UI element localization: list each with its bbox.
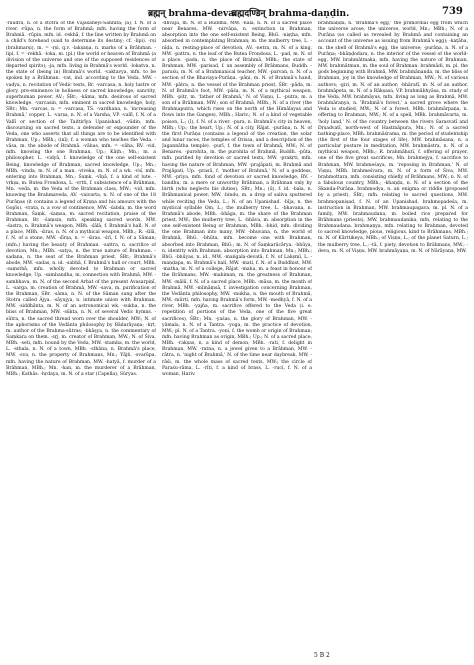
- column-2-text: -dhvaja, m. N. of a Buddha, MW. -nāla, n. N. of a sacred place near Benares, MW. -nirvāṇa, n. extinction in Brahman, absorption into the one self-existent Being, BhG. -niṣṭha, mfn. absorbed in contemplating Brahman; m. the mulberry tree, L. -nīḍa, n. resting-place of devotion, AV. -netra, m. N. of a king, MW. -pattra, n. the leaf of the Butea Frondosa, L. -pad, m. N. of a place. -pada, n. the place of Brahmā, MBh.; the state of Brahman, MW. -parisad, f. an assembly of Brāhmans, Buddh. -paraśu, m. N. of a Brahmanical teacher, MW. -parvan, n. N. of a section of the Bhaviṣya-Purāṇa. -pāṇi, m. N. of Brahmā's hand, MW. -pātra, n. the vessel of the Brahman priest, ŚBr. -pāda, m. N. of Brahmā's foot, MW. -pāśa, m. N. of a mythical weapon, MBh. -pitṛ, m. 'father of Brahmā,' N. of Viṣṇu, L. -putra, m. a son of a Brāhman, MW.; son of Brahmā, MBh.; N. of a river (the Brahmaputra, which rises on the north of the Himālayas and flows into the Ganges), MBh.; Hariv.; N. of a kind of vegetable poison, L.; (ī), f. N. of a river. -pura, n. Brahmā's city in heaven, MBh.; Up.; the heart, Up.; N. of a city, Rājat. -purāṇa, n. N. of the first Purāṇa (contains a legend of the creation, the solar and lunar races, the temples of Orissa, and a description of the Jagannātha temple). -purī, f. the town of Brahmā, MW.; N. of Benares. -purohita, m. the purohita of Brahmā, Buddh. -pūta, mfn. purified by devotion or sacred texts, MW. -prakṛti, mfn. having the nature of Brahman, MW. -prajāpati, m. Brahmā and Prajāpati, Up. -prasū, f. 'mother of Brahmā,' N. of a goddess, MW. -priya, mfn. fond of devotion or sacred knowledge, RV. -bandhu, m. a mere or unworthy Brāhman, a Brāhman only by birth (who neglects his duties), ŚBr.; Mn.; (ū), f. id. -bala, n. Brāhmanical power, MW. -bindu, m. a drop of saliva sputtered while reciting the Veda, L.; N. of an Upanishad. -bīja, n. the mystical syllable Om, L.; the mulberry tree, L. -bhavana, n. Brahmā's abode, MBh. -bhāga, m. the share of the Brahman priest, MW.; the mulberry tree, L. -bhāva, m. absorption in the one self-existent Being or Brahman, MBh. -bhid, mfn. dividing the one Brahman into many, MW. -bhuvana, n. the world of Brahmā, BhG. -bhūta, mfn. become one with Brahman, absorbed into Brahman, BhG.; m. N. of Śaṃkarācārya. -bhūya, n. identity with Brahman, absorption into Brahman, Mn.; MBh.; BhG. -bhūyas, n. id., MW. -maṅgala-devatā, f. N. of Lakṣmī, L. -maṇḍapa, m. Brahmā's hall, MW. -mati, f. N. of a Buddhist, MW. -matha, m. N. of a college, Rājat. -maha, m. a feast in honour of the Brāhmans, MW. -mahiman, m. the greatness of Brahman, MW. -mālā, f. N. of a sacred place, MBh. -māsa, m. the month of Brahmā, MW. -mīmāṃsā, f. investigation concerning Brahman, the Vedānta philosophy, MW. -mukha, n. the mouth of Brahmā, MW. -mūrti, mfn. having Brahmā's form, MW. -medhyā, f. N. of a river, MBh. -yajña, m. sacrifice offered to the Veda (i. e. repetition of portions of the Veda, one of the five great sacrifices), ŚBr.; Mn. -yaśas, n. the glory of Brahman, MW. -yāmala, n. N. of a Tantra. -yoga, m. the practice of devotion, MW.; pl. N. of a Tantra. -yoni, f. the womb or origin of Brahman; mfn. having Brahman as origin, MBh.; Up.; N. of a sacred place, MBh. -rakṣas, n. a kind of demon, MBh. -rati, f. delight in Brahman, MW. -ratna, n. a jewel given to a Brāhman, MW. -rātra, n. 'night of Brahmā,' N. of the time near daybreak, MW. -rāśi, m. the whole mass of sacred texts, MW.; the circle of Paraśu-rāma, L. -rīti, f. a kind of brass, L. -ruci, f. N. of a woman, Hariv.: [162, 21, 312, 377]
- page-number: 739: [442, 6, 463, 17]
- column-1-text: -raudra, n. of a stotra of the Vājasaneyi-Sanhitā; (ā), f. N. of a river. -rūpa, n. the form of Brahmā; mfn. having the form of Brahmā. -rūpin, mfn. id. -rekhā, f. the line written by Brahmā on a child's forehead (said to determine its destiny; cf. -lipi). -rṣi (brahmarṣi), m. = -ṛṣi, q.v. -lakṣaṇa, n. marks of a Brāhman. -lipi, f. = -rekhā. -loka, m. (pl.) the world or heaven of Brahmā (a division of the universe and one of the supposed residences of departed spirits); -ja, mfn. living in Brahmā's world. -lokatva, n. the state of (being in) Brahmā's world. -vaktavya, mfn. to be spoken by a Brāhman. -vat, ind. according to the Veda, MW. -vadya, n. recitation of Vedic texts, Br. -varcasa, n. holy lustre or glory, pre-eminence in holiness or sacred knowledge, sanctity, superhuman power, AV.; ŚBr.; -kāma, mfn. desirous of sacred knowledge. -varcasin, mfn. eminent in sacred knowledge, holy, ŚBr.; Mn. -varcas, n. = -varcasa, TS. -vardhana, n. 'increasing Brahmā,' copper, L. -varṣa, n. N. of a Varsha, VP. -vallī, f. N. of a Vallī or section of the Taittirīya Upanishad. -vādin, mfn. discoursing on sacred texts, a defender or expounder of the Veda, one who asserts that all things are to be identified with Brahman, Up.; MBh.; (inī), f. a woman who teaches the Veda. -vāsa, m. the abode of Brahmā. -vāhas, mfn. = -vāha, RV. -vid, mfn. knowing the one Brahman, Up.; Kāṭh.; Mn.; m. a philosopher, L. -vidyā, f. knowledge of the one self-existent Being, knowledge of Brahman, sacred knowledge, Up.; Mn.; MBh. -vinda, m. N. of a man. -viveka, m. N. of a wk. -viś, mfn. entering into Brahman, Mn.; Śaṃk. -vīṇā, f. a kind of lute. -vṛkṣa, m. Butea Frondosa, L. -vṛtti, f. subsistence of a Brāhman, Mn. -veda, m. the Veda of the Brahman class, MW.; -vid, mfn. knowing the Brahmaveda, AV. -vaivarta, n. N. of one of the 18 Purāṇas (it contains a legend of Kṛṣṇa and his amours with the Gopīs). -vrata, n. a vow of continence, MW. -śabda, m. the word Brahman, Śaṃk. -śaṃsa, m. sacred recitation, praise of the Brahman, Br. -śaṃsin, mfn. speaking sacred words, MW. -śastra, n. Brahmā's weapon, MBh. -śālā, f. Brahmā's hall, N. of a place, MBh. -śiras, n. N. of a mythical weapon, MBh.; R. -śilā, f. N. of a stone, MW. -śīrṣa, n. = -śiras. -śrī, f. N. of a Sāman; (mfn.) having the beauty of Brahman. -sattra, n. sacrifice of devotion, Mn.; MBh. -satya, n. the true nature of Brahman. -sadana, n. the seat of the Brahman priest, ŚBr.; Brahmā's abode, MW. -sadas, n. id. -sabhā, f. Brahmā's hall or court, MBh. -saṃsthā, mfn. wholly devoted to Brahman or sacred knowledge, Up. -sambandha, m. connection with Brahmā, MW. -sambhava, m. N. of the second Arhat of the present Avasarpiṇī, L. -sarga, m. creation of Brahmā, MW. -sava, m. purification of the Brahman, ŚBr. -sāma, n. N. of the Sāman sung after the Stotra called Ājya. -sāyujya, n. intimate union with Brahman, MW. -siddhānta, m. N. of an astronomical wk. -sukha, n. the bliss of Brahman, MW. -sūkta, n. N. of several Vedic hymns. -sūtra, n. the sacred thread worn over the shoulder, MW.; N. of the aphorisms of the Vedānta philosophy by Bādarāyaṇa; -kṛt, m. author of the Brahma-sūtras; -bhāṣya, n. the commentary of Śaṃkara on them. -sṛj, m. creator of Brahman, MW.; N. of Śiva, MBh. -seti, mfn. bound by the Veda, MW. -stamba, m. the world, L. -sthala, n. N. of a town, MBh. -sthāna, n. Brahmā's place, MW. -sva, n. the property of Brahmans, Mn.; Yājñ. -svarūpa, mfn. having the nature of Brahman, MW. -hatyā, f. murder of a Brāhman, MBh.; Mn. -han, m. the murderer of a Brāhman, MBh.; Kathās. -hṛdaya, m. N. of a star (Capella), Sūryas.: [6, 21, 156, 377]
- header-left-guideword: ब्रह्मन् brahma-deva.: [148, 9, 238, 19]
- header-center-guideword: ब्रह्मदण्डिन् brahma-daṇḍin.: [232, 9, 350, 19]
- column-3-text: brahmāṇḍa, n. 'Brahmā's egg,' the primordial egg from which the universe arose, the universe, world, Mn.; MBh.; N. of a Purāṇa (so called as revealed by Brahmā and containing an account of the universe as issuing from Brahmā's egg); -kaṭāha, m. the shell of Brahmā's egg, the universe; -purāṇa, n. N. of a Purāṇa; -bhāṇḍodara, n. the interior of the vessel of the world-egg, MW. brahmātmaka, mfn. having the nature of Brahman, MW. brahmātman, m. the soul of Brahman. brahmādi, m. pl. the gods beginning with Brahmā, MW. brahmānanda, m. the bliss of Brahman, joy in the knowledge of Brahman, MW.; N. of various authors; -giri, m. N. of an author; -bhāratī, m. N. of an author. brahmāpeta, m. N. of a Rākṣasa, VP. brahmābhyāsa, m. study of the Veda, MW. brahmāyus, mfn. living as long as Brahmā, MW. brahmāraṇya, n. 'Brahmā's forest,' a sacred grove where the Veda is studied, MW.; N. of a forest, MBh. brahmārpaṇa, n. offering to Brahman, MW.; N. of a spell, MBh. brahmāvarta, m. 'holy land,' N. of the country between the rivers Sarasvatī and Dṛṣadvatī, north-west of Hastināpura, Mn.; N. of a sacred bathing-place, MBh. brahmāśrama, m. the period of studentship (the first of the four stages of life), MW. brahmāsana, n. a particular posture in meditation, MW. brahmāstra, n. N. of a mythical weapon, MBh.; R. brahmāhuti, f. offering of prayer, one of the five great sacrifices, Mn. brahmejya, f. sacrifice to Brahman, MW. brahmeśaya, m. 'reposing in Brahman,' N. of Viṣṇu, MBh. brahmeśvara, m. N. of a form of Śiva, MW. brahmottara, mfn. consisting chiefly of Brāhmans, MW.; n. N. of a fabulous country, MBh.; -khaṇḍa, n. N. of a section of the Skanda-Purāṇa. brahmodya, n. an enigma or riddle (proposed by a priest), ŚBr.; mfn. relating to sacred questions, MW. brahmopaniṣad, f. N. of an Upanishad. brahmopadeśa, m. instruction in Brahman, MW. brahmaupagava, m. pl. N. of a family, MW. brahmaudana, m. boiled rice prepared for Brāhmans (priests), MW. brahmaudanika, mfn. relating to the Brahmaudana. brahmaṇya, mfn. relating to Brahman, devoted to sacred knowledge, pious, religious, kind to Brāhmans, MBh.; m. N. of Kārttikeya, MBh.; of Viṣṇu, L.; of the planet Saturn, L.; the mulberry tree, L.; -tā, f. piety, devotion to Brāhmans, MW.; -deva, m. N. of Viṣṇu, MW. brahmāyaṇa, m. N. of Nārāyaṇa, MW.: [318, 21, 468, 254]
- column-2: [162, 21, 312, 649]
- text-columns: [6, 21, 468, 649]
- signature-mark: 5 B 2: [314, 652, 330, 659]
- column-1: [6, 21, 156, 649]
- column-3: [318, 21, 468, 649]
- page-header: [0, 6, 474, 20]
